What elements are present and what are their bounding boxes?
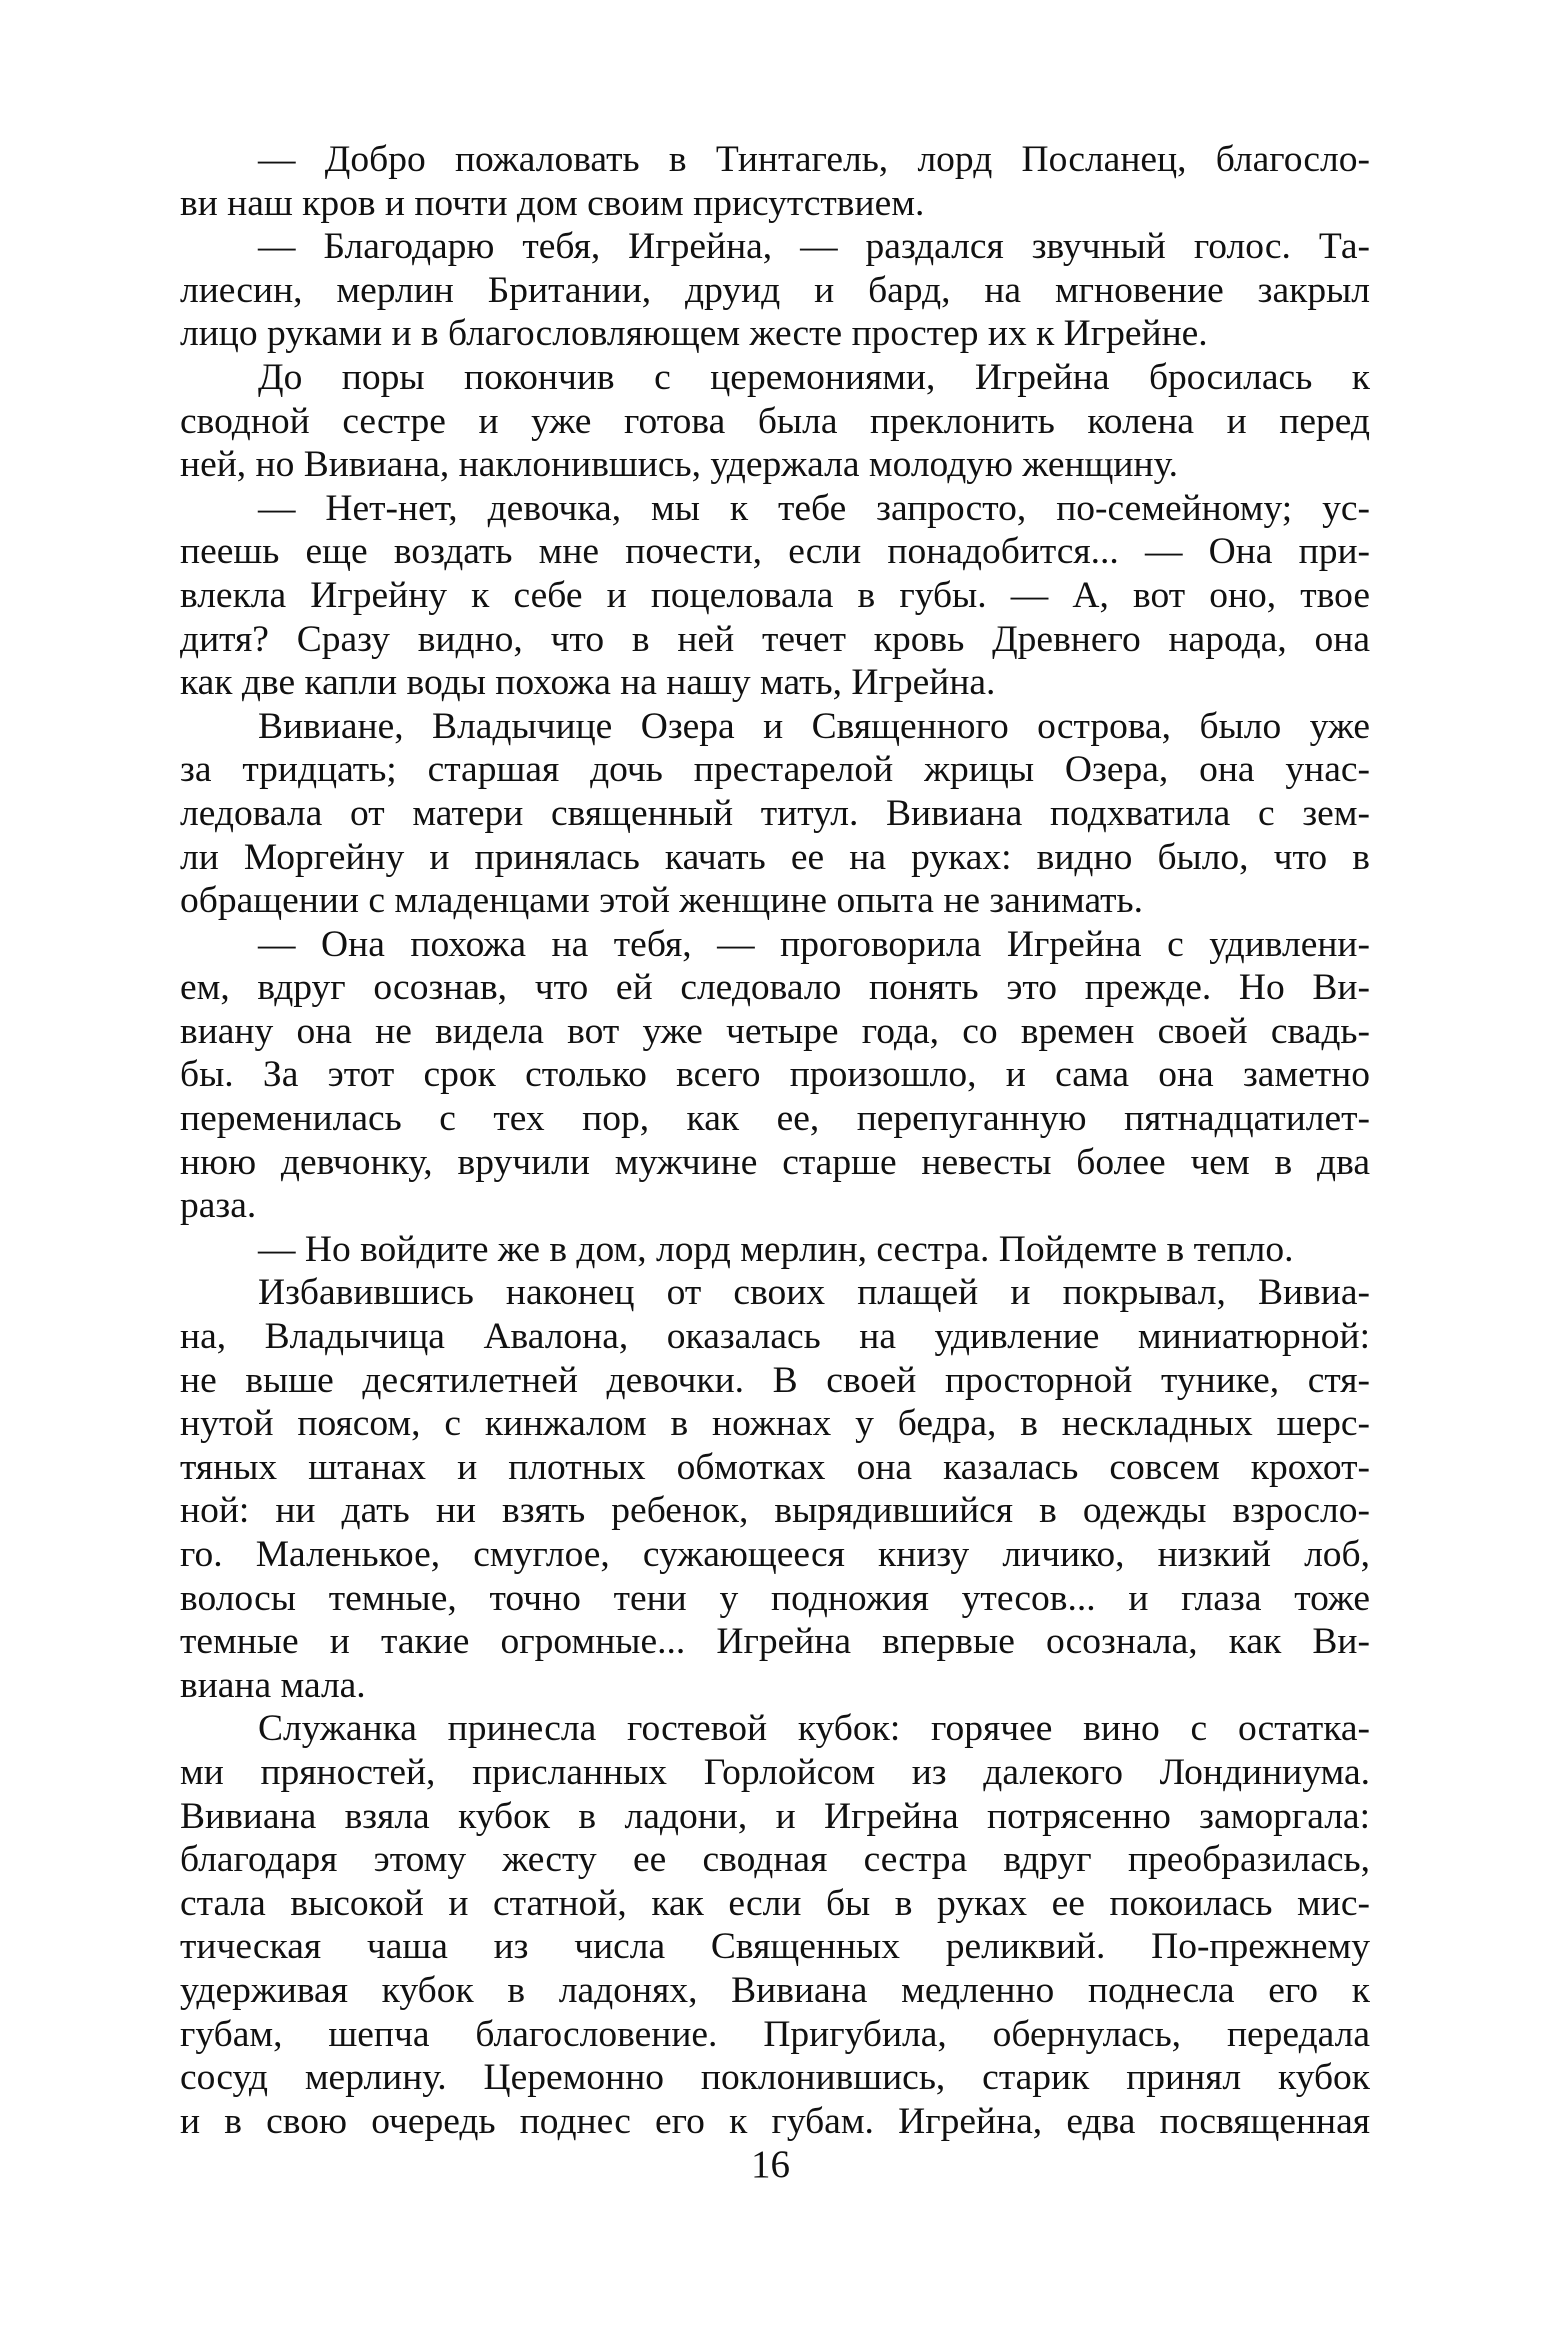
text-line: благодаря этому жесту ее сводная сестра вдруг преобразилась, bbox=[180, 1839, 1370, 1881]
text-line: сводной сестре и уже готова была преклонить колена и перед bbox=[180, 400, 1370, 442]
text-line: волосы темные, точно тени у подножия утесов... и глаза тоже bbox=[180, 1577, 1370, 1619]
text-line: ней, но Вивиана, наклонившись, удержала молодую женщину. bbox=[180, 444, 1178, 486]
text-line: — Добро пожаловать в Тинтагель, лорд Посланец, благосло- bbox=[258, 139, 1370, 180]
text-line: переменилась с тех пор, как ее, перепуганную пятнадцатилет- bbox=[180, 1098, 1370, 1140]
text-line: Служанка принесла гостевой кубок: горячее вино с остатка- bbox=[258, 1708, 1370, 1750]
text-line: ми пряностей, присланных Горлойсом из далекого Лондиниума. bbox=[180, 1751, 1370, 1793]
text-line: за тридцать; старшая дочь престарелой жрицы Озера, она унас- bbox=[180, 749, 1370, 791]
text-line: нюю девчонку, вручили мужчине старше невесты более чем в два bbox=[180, 1141, 1370, 1183]
text-line: — Но войдите же в дом, лорд мерлин, сестра. Пойдемте в тепло. bbox=[258, 1228, 1294, 1270]
text-line: нутой поясом, с кинжалом в ножнах у бедра, в нескладных шерс- bbox=[180, 1403, 1370, 1445]
text-line: обращении с младенцами этой женщине опыта не занимать. bbox=[180, 880, 1144, 922]
page-number: 16 bbox=[751, 2143, 790, 2186]
text-line: — Она похожа на тебя, — проговорила Игрейна с удивлени- bbox=[258, 923, 1370, 965]
text-line: стала высокой и статной, как если бы в руках ее покоилась мис- bbox=[180, 1882, 1370, 1924]
text-line: ли Моргейну и принялась качать ее на руках: видно было, что в bbox=[180, 836, 1370, 878]
text-line: раза. bbox=[180, 1185, 257, 1227]
text-line: не выше десятилетней девочки. В своей просторной тунике, стя- bbox=[180, 1359, 1370, 1401]
text-line: — Благодарю тебя, Игрейна, — раздался звучный голос. Та- bbox=[258, 226, 1370, 268]
body-text bbox=[180, 138, 1370, 2143]
text-line: Избавившись наконец от своих плащей и покрывал, Вивиа- bbox=[258, 1272, 1370, 1314]
text-line: го. Маленькое, смуглое, сужающееся книзу личико, низкий лоб, bbox=[180, 1534, 1370, 1575]
text-line: ви наш кров и почти дом своим присутствием. bbox=[180, 182, 925, 224]
text-line: виана мала. bbox=[180, 1664, 366, 1706]
text-line: ной: ни дать ни взять ребенок, вырядившийся в одежды взросло- bbox=[180, 1490, 1370, 1532]
text-line: виану она не видела вот уже четыре года, со времен своей свадь- bbox=[180, 1010, 1370, 1052]
text-line: на, Владычица Авалона, оказалась на удивление миниатюрной: bbox=[180, 1316, 1370, 1358]
text-line: темные и такие огромные... Игрейна впервые осознала, как Ви- bbox=[180, 1621, 1370, 1663]
text-line: — Нет-нет, девочка, мы к тебе запросто, по-семейному; ус- bbox=[258, 487, 1370, 529]
text-line: дитя? Сразу видно, что в ней течет кровь Древнего народа, она bbox=[180, 618, 1370, 660]
text-line: удерживая кубок в ладонях, Вивиана медленно поднесла его к bbox=[180, 1969, 1370, 2011]
text-line: и в свою очередь поднес его к губам. Игрейна, едва посвященная bbox=[180, 2100, 1370, 2142]
text-line: губам, шепча благословение. Пригубила, обернулась, передала bbox=[180, 2013, 1370, 2055]
text-line: как две капли воды похожа на нашу мать, Игрейна. bbox=[180, 662, 996, 704]
text-line: До поры покончив с церемониями, Игрейна бросилась к bbox=[258, 356, 1370, 398]
text-line: Вивиана взяла кубок в ладони, и Игрейна потрясенно заморгала: bbox=[180, 1795, 1370, 1837]
text-line: ледовала от матери священный титул. Вивиана подхватила с зем- bbox=[180, 792, 1370, 834]
text-line: влекла Игрейну к себе и поцеловала в губы. — А, вот оно, твое bbox=[180, 574, 1370, 616]
text-line: тическая чаша из числа Священных реликвий. По-прежнему bbox=[180, 1926, 1370, 1968]
text-line: ем, вдруг осознав, что ей следовало понять это прежде. Но Ви- bbox=[180, 967, 1370, 1009]
text-line: лиесин, мерлин Британии, друид и бард, на мгновение закрыл bbox=[180, 269, 1370, 311]
text-line: Вивиане, Владычице Озера и Священного острова, было уже bbox=[258, 705, 1370, 747]
text-line: тяных штанах и плотных обмотках она казалась совсем крохот- bbox=[180, 1446, 1370, 1488]
text-line: бы. За этот срок столько всего произошло, и сама она заметно bbox=[180, 1054, 1370, 1096]
text-line: лицо руками и в благословляющем жесте простер их к Игрейне. bbox=[180, 313, 1208, 355]
text-line: сосуд мерлину. Церемонно поклонившись, старик принял кубок bbox=[180, 2057, 1370, 2099]
text-line: пеешь еще воздать мне почести, если понадобится... — Она при- bbox=[180, 531, 1370, 573]
